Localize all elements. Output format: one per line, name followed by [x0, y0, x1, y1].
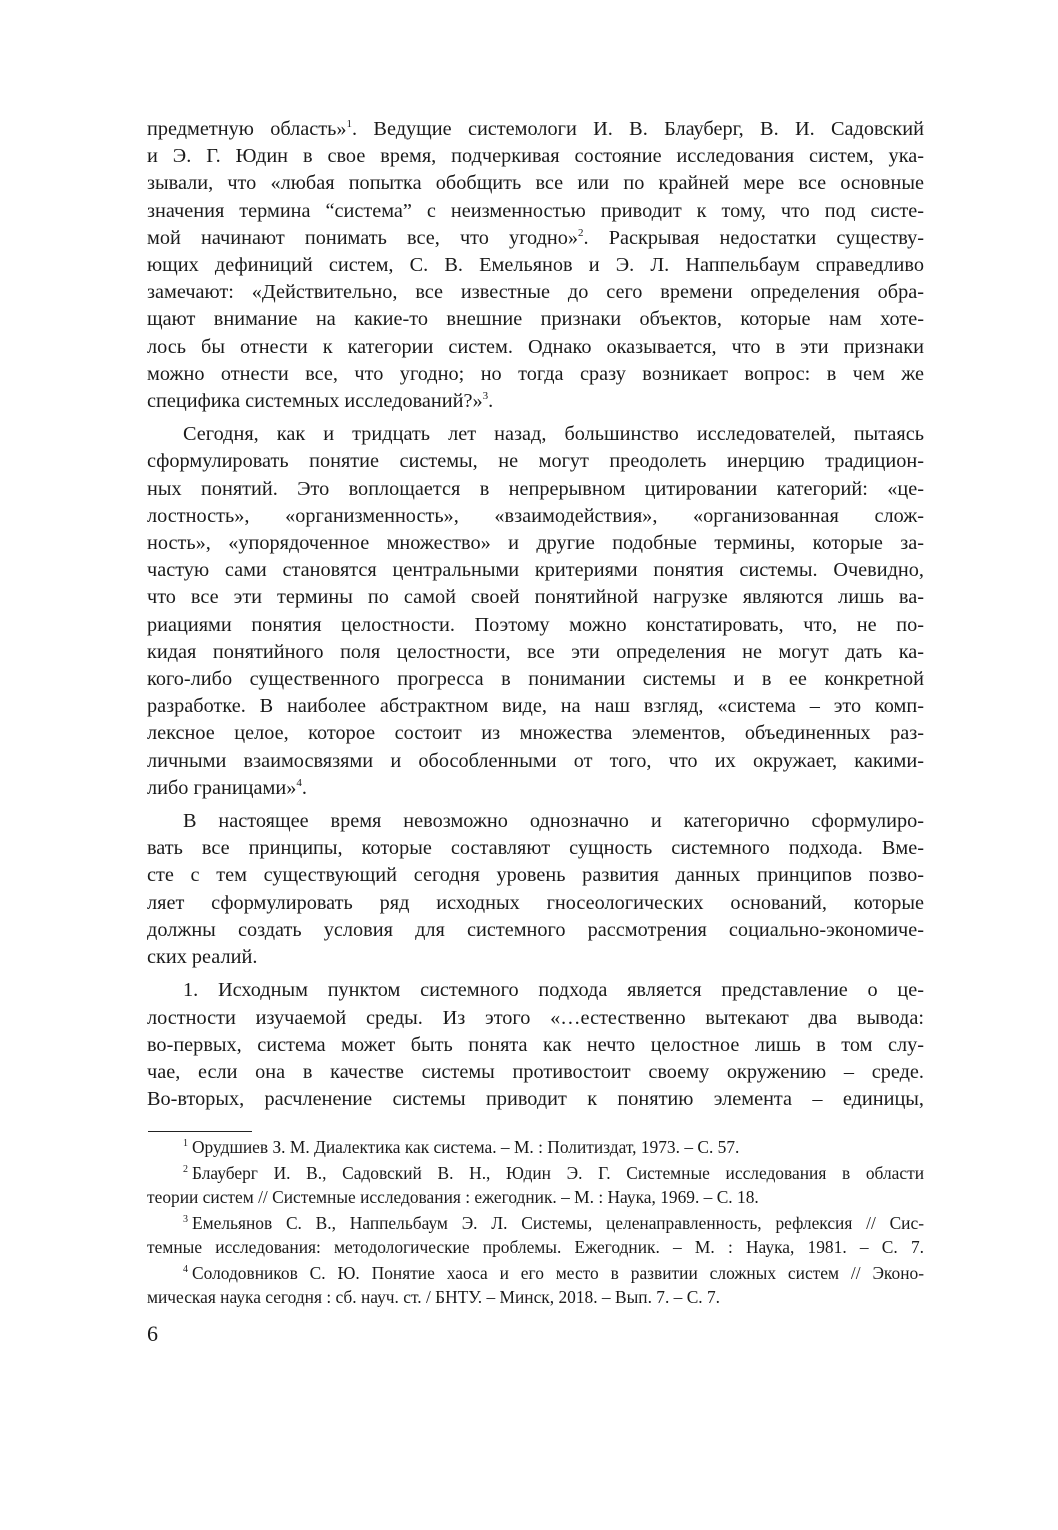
footnote-ref: 3 — [482, 390, 489, 403]
text-line: Во-вторых, расчленение системы приводит к понятию элемента – единицы, — [147, 1088, 924, 1111]
footnote-separator — [148, 1131, 252, 1132]
text-line: зывали, что «любая попытка обобщить все или по крайней мере все основные — [147, 172, 924, 195]
text-line: ющих дефиниций систем, С. В. Емельянов и Э. Л. Наппельбаум справедливо — [147, 254, 924, 277]
footnote — [147, 1161, 924, 1209]
footnote-line: мическая наука сегодня : сб. науч. ст. / БНТУ. – Минск, 2018. – Вып. 7. – С. 7. — [147, 1287, 721, 1307]
text-line: 1. Исходным пунктом системного подхода является представление о це- — [183, 979, 924, 1002]
text-line: можно отнести все, что угодно; но тогда сразу возникает вопрос: в чем же — [147, 362, 924, 385]
text-line: частую сами становятся центральными критериями понятия системы. Очевидно, — [147, 559, 924, 582]
text-line: лостность», «организменность», «взаимодействия», «организованная слож- — [147, 504, 924, 527]
footnote-ref: 1 — [346, 118, 353, 131]
text-line: риациями понятия целостности. Поэтому можно констатировать, что, не по- — [147, 613, 924, 636]
text-line: кого-либо существенного прогресса в понимании системы и в ее конкретной — [147, 668, 924, 691]
paragraph — [147, 977, 924, 1113]
footnote-number: 2 — [183, 1164, 188, 1176]
text-line: Сегодня, как и тридцать лет назад, большинство исследователей, пытаясь — [183, 423, 924, 446]
footnote — [147, 1135, 924, 1159]
footnote-ref: 2 — [578, 227, 584, 240]
footnote-line: $^1$ Орудшиев З. М. Диалектика как система. – М. : Политиздат, 1973. – С. 57. — [183, 1137, 740, 1157]
footnote-line: $^2$ Блауберг И. В., Садовский В. Н., Юдин Э. Г. Системные исследования в области — [183, 1163, 924, 1183]
text-line: сформулировать понятие системы, не могут преодолеть инерцию традицион- — [147, 450, 924, 473]
footnote-line: $^4$ Солодовников С. Ю. Понятие хаоса и его место в развитии сложных систем // Эконо- — [183, 1263, 924, 1283]
footnote-ref: 4 — [296, 777, 302, 790]
text-line: вать все принципы, которые составляют сущность системного подхода. Вме- — [147, 837, 924, 860]
text-line: ляет сформулировать ряд исходных гносеологических оснований, которые — [147, 891, 924, 914]
text-line: разработке. В наиболее абстрактном виде, на наш взгляд, «система – это комп- — [147, 695, 924, 718]
text-line: замечают: «Действительно, все известные до сего времени определения обра- — [147, 281, 924, 304]
body-text — [147, 116, 924, 1113]
text-line: щают внимание на какие-то внешние признаки объектов, которые нам хоте- — [147, 308, 924, 331]
text-line: личными взаимосвязями и обособленными от того, что их окружает, какими- — [147, 749, 924, 772]
text-line: должны создать условия для системного рассмотрения социально-экономиче- — [147, 918, 924, 941]
text-line: сте с тем существующий сегодня уровень развития данных принципов позво- — [147, 864, 924, 887]
text-line: мой начинают понимать все, что угодно»$^2$. Раскрывая недостатки существу- — [147, 226, 924, 249]
footnote — [147, 1211, 924, 1259]
paragraph — [147, 421, 924, 802]
text-line: чае, если она в качестве системы противостоит своему окружению – среде. — [147, 1060, 924, 1083]
paragraph — [147, 116, 924, 415]
footnote-line: темные исследования: методологические проблемы. Ежегодник. – М. : Наука, 1981. – С. 7. — [147, 1237, 924, 1257]
text-line: В настоящее время невозможно однозначно и категорично сформулиро- — [183, 810, 924, 833]
text-line: специфика системных исследований?»$^3$. — [147, 390, 494, 413]
text-line: лексное целое, которое состоит из множества элементов, объединенных раз- — [147, 722, 924, 745]
text-line: предметную область»$^1$. Ведущие системологи И. В. Блауберг, В. И. Садовский — [147, 118, 924, 140]
text-line: либо границами»$^4$. — [147, 776, 307, 799]
text-line: ских реалий. — [147, 946, 258, 969]
footnote-number: 3 — [183, 1214, 188, 1226]
footnote — [147, 1261, 924, 1309]
footnote-number: 4 — [183, 1264, 188, 1276]
page-number: 6 — [147, 1321, 158, 1346]
text-line: во-первых, система может быть понята как нечто целостное лишь в том слу- — [147, 1033, 924, 1056]
text-line: ность», «упорядоченное множество» и другие подобные термины, которые за- — [147, 532, 924, 555]
text-line: кидая понятийного поля целостности, все эти определения не могут дать ка- — [147, 640, 924, 663]
text-line: лостности изучаемой среды. Из этого «…естественно вытекают два вывода: — [147, 1006, 924, 1029]
text-line: ных понятий. Это воплощается в непрерывном цитировании категорий: «це- — [147, 477, 924, 500]
footnote-line: теории систем // Системные исследования : ежегодник. – М. : Наука, 1969. – С. 18. — [147, 1187, 759, 1207]
text-line: лось бы отнести к категории систем. Однако оказывается, что в эти признаки — [147, 335, 924, 358]
paragraph — [147, 808, 924, 971]
footnotes — [147, 1135, 924, 1309]
text-line: значения термина “система” с неизменностью приводит к тому, что под систе- — [147, 199, 924, 222]
text-line: что все эти термины по самой своей понятийной нагрузке являются лишь ва- — [147, 586, 924, 609]
text-line: и Э. Г. Юдин в свое время, подчеркивая состояние исследования систем, ука- — [147, 145, 924, 168]
footnote-line: $^3$ Емельянов С. В., Наппельбаум Э. Л. Системы, целенаправленность, рефлексия // Сис- — [183, 1213, 924, 1233]
footnote-number: 1 — [183, 1138, 188, 1150]
